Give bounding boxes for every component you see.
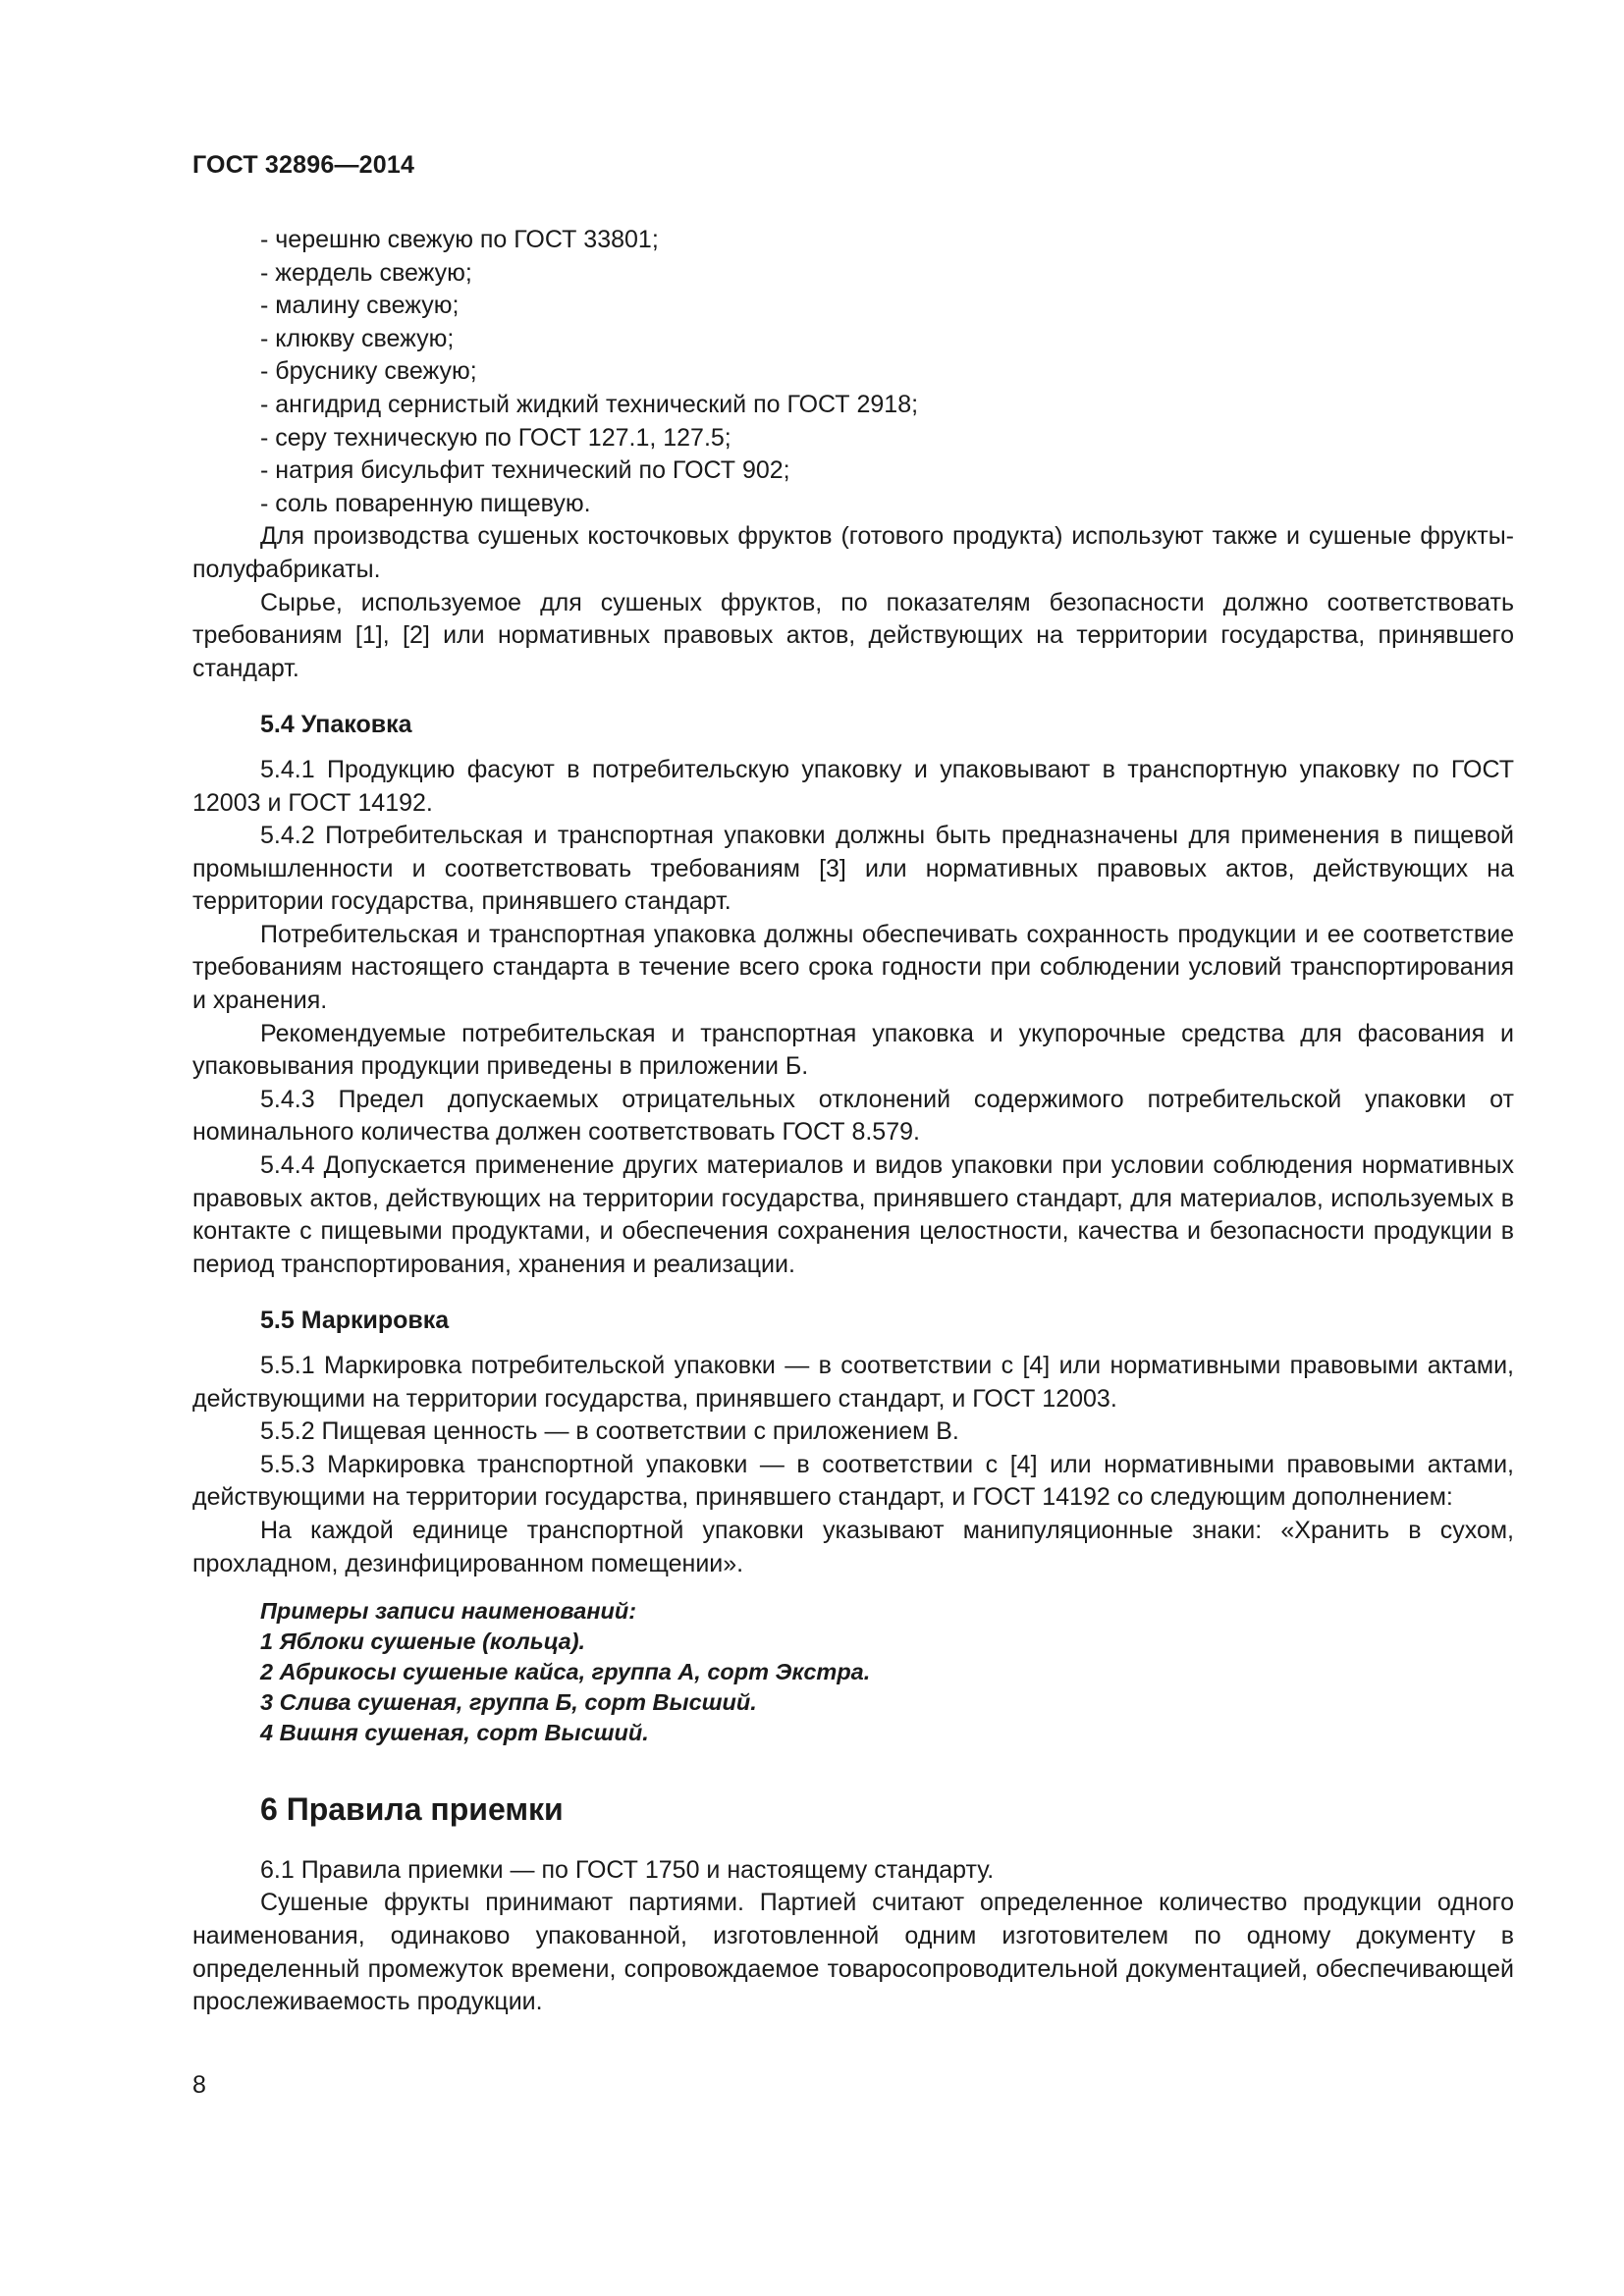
paragraph: 5.5.1 Маркировка потребительской упаковки — в соответствии с [4] или нормативными правовыми актами, действующими на территории государства, принявшего стандарт, и ГОСТ 12003. xyxy=(192,1352,1514,1413)
paragraph: 5.4.1 Продукцию фасуют в потребительскую упаковку и упаковывают в транспортную упаковку по ГОСТ 12003 и ГОСТ 14192. xyxy=(192,755,1514,817)
list-item: - клюкву свежую; xyxy=(260,324,455,352)
paragraph: Для производства сушеных косточковых фруктов (готового продукта) используют также и сушеные фрукты-полуфабрикаты. xyxy=(192,522,1514,583)
paragraph: Сырье, используемое для сушеных фруктов, по показателям безопасности должно соответствовать требованиям [1], [2] или нормативных правовых актов, действующих на территории государства, принявшего стандарт. xyxy=(192,588,1514,682)
paragraph: 5.4.2 Потребительская и транспортная упаковки должны быть предназначены для применения в пищевой промышленности и соответствовать требованиям [3] или нормативных правовых актов, действующих на территории государства, принявшего стандарт. xyxy=(192,822,1514,916)
paragraph: 5.5.2 Пищевая ценность — в соответствии с приложением В. xyxy=(260,1417,959,1446)
list-item: - жердель свежую; xyxy=(260,258,472,287)
paragraph: Сушеные фрукты принимают партиями. Партией считают определенное количество продукции одного наименования, одинаково упакованной, изготовленной одним изготовителем по одному документу в определенный промежуток времени, сопровождаемое товаросопроводительной документацией, обеспечивающей прослеживаемость продукции. xyxy=(192,1889,1514,2016)
example-item: 4 Вишня сушеная, сорт Высший. xyxy=(260,1720,649,1746)
paragraph: 5.4.4 Допускается применение других материалов и видов упаковки при условии соблюдения нормативных правовых актов, действующих на территории государства, принявшего стандарт, для материалов, используемых в контакте с пищевыми продуктами, и обеспечения сохранения целостности, качества и безопасности продукции в период транспортирования, хранения и реализации. xyxy=(192,1151,1514,1278)
page-number: 8 xyxy=(192,2071,206,2099)
section-heading-6: 6 Правила приемки xyxy=(260,1791,564,1828)
paragraph: На каждой единице транспортной упаковки указывают манипуляционные знаки: «Хранить в сухом, прохладном, дезинфицированном помещении». xyxy=(192,1516,1514,1577)
paragraph: Рекомендуемые потребительская и транспортная упаковка и укупорочные средства для фасования и упаковывания продукции приведены в приложении Б. xyxy=(192,1019,1514,1081)
example-item: 2 Абрикосы сушеные кайса, группа А, сорт Экстра. xyxy=(260,1659,871,1685)
section-heading-5-5: 5.5 Маркировка xyxy=(260,1307,450,1335)
paragraph: 5.5.3 Маркировка транспортной упаковки — в соответствии с [4] или нормативными правовыми актами, действующими на территории государства, принявшего стандарт, и ГОСТ 14192 со следующим дополнением: xyxy=(192,1450,1514,1512)
list-item: - ангидрид сернистый жидкий технический по ГОСТ 2918; xyxy=(260,390,919,418)
paragraph: 6.1 Правила приемки — по ГОСТ 1750 и настоящему стандарту. xyxy=(260,1855,995,1884)
examples-heading: Примеры записи наименований: xyxy=(260,1598,637,1625)
example-item: 1 Яблоки сушеные (кольца). xyxy=(260,1629,586,1655)
list-item: - натрия бисульфит технический по ГОСТ 902; xyxy=(260,456,790,485)
list-item: - серу техническую по ГОСТ 127.1, 127.5; xyxy=(260,423,731,452)
section-heading-5-4: 5.4 Упаковка xyxy=(260,711,412,739)
list-item: - бруснику свежую; xyxy=(260,357,477,386)
paragraph: Потребительская и транспортная упаковка должны обеспечивать сохранность продукции и ее соответствие требованиям настоящего стандарта в течение всего срока годности при соблюдении условий транспортирования и хранения. xyxy=(192,920,1514,1015)
list-item: - соль поваренную пищевую. xyxy=(260,489,591,517)
example-item: 3 Слива сушеная, группа Б, сорт Высший. xyxy=(260,1689,757,1716)
list-item: - черешню свежую по ГОСТ 33801; xyxy=(260,226,659,253)
document-header: ГОСТ 32896—2014 xyxy=(192,151,415,179)
paragraph: 5.4.3 Предел допускаемых отрицательных отклонений содержимого потребительской упаковки от номинального количества должен соответствовать ГОСТ 8.579. xyxy=(192,1085,1514,1147)
document-body xyxy=(192,224,1514,2019)
list-item: - малину свежую; xyxy=(260,292,460,320)
